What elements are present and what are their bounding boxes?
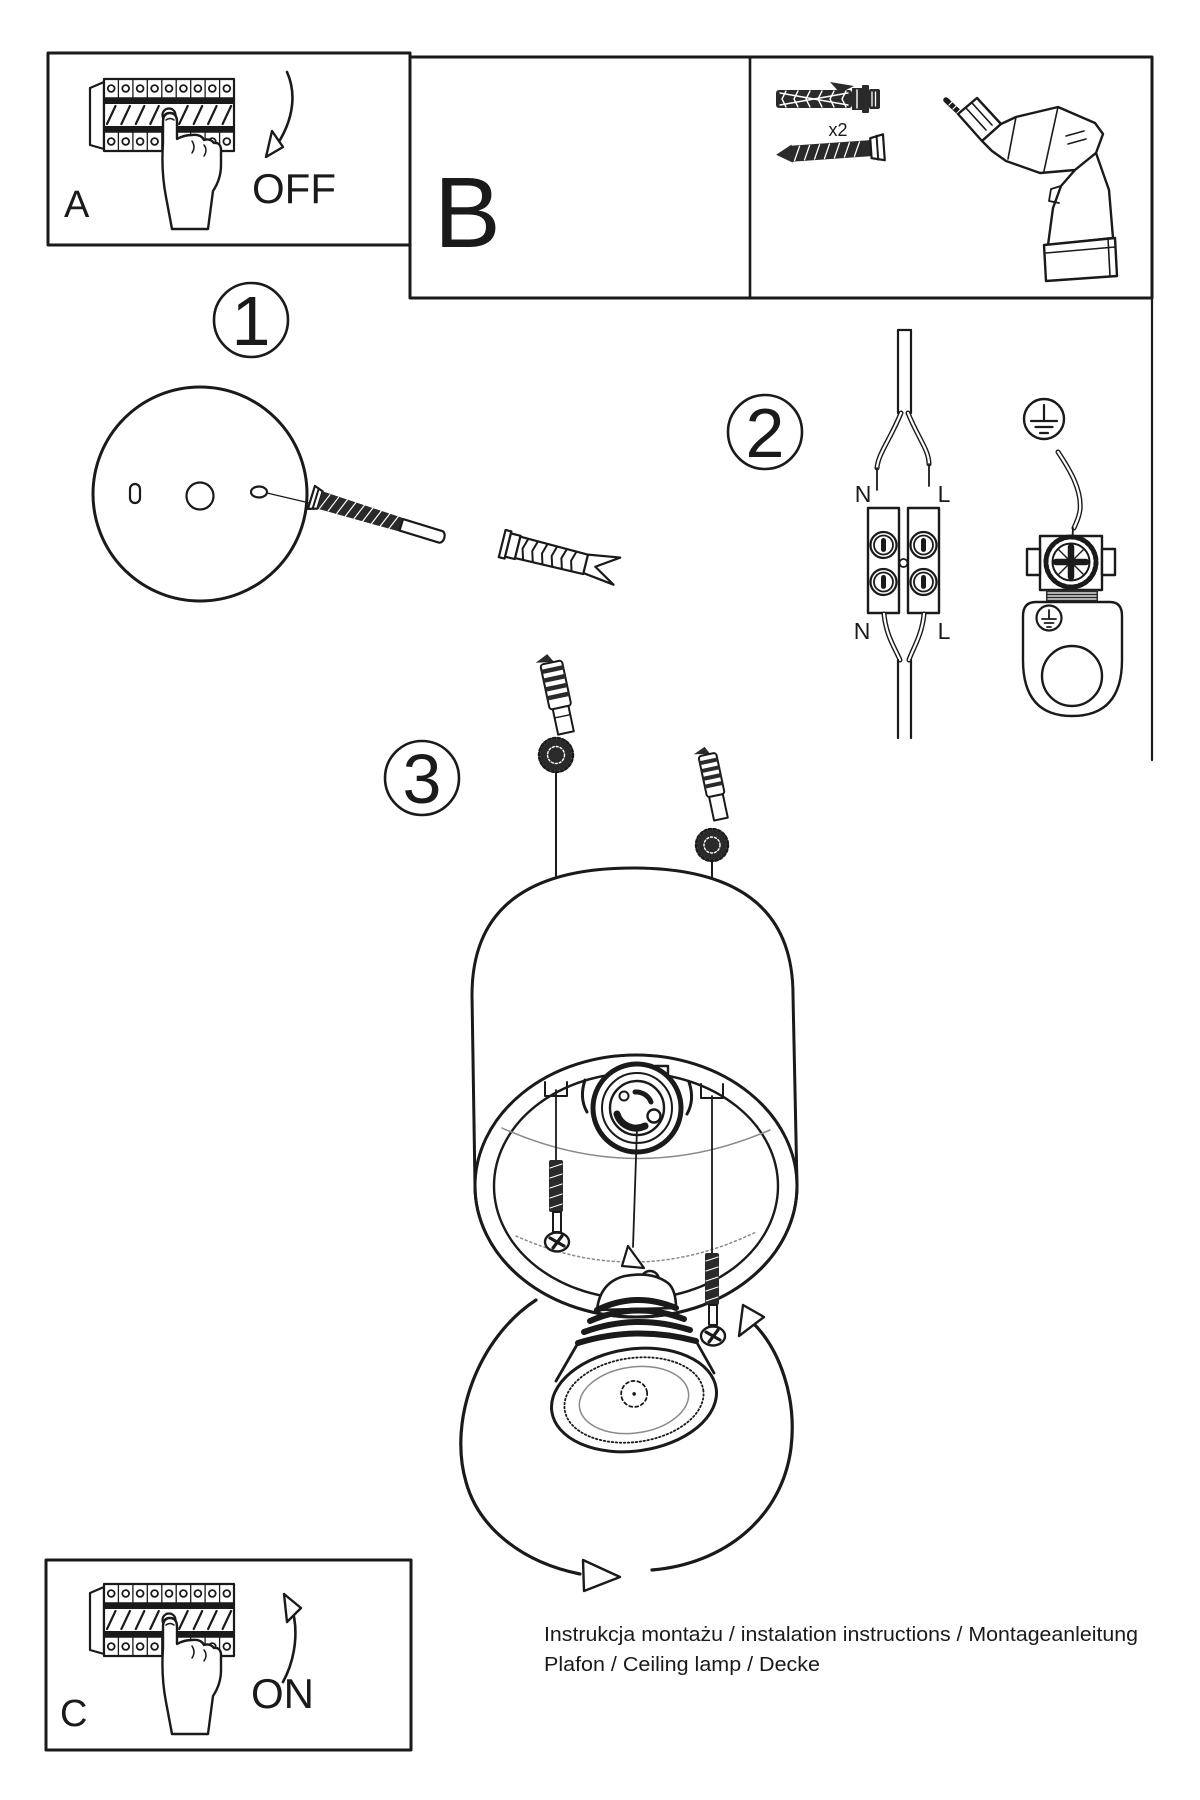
step-1-section: [93, 282, 620, 601]
lamp-cable: [884, 614, 924, 738]
panel-c-label: C: [60, 1693, 88, 1735]
step-1-number: 1: [231, 282, 271, 360]
footer-line-1: Instrukcja montażu / instalation instructions / Montageanleitung: [544, 1623, 1138, 1646]
earth-wire: [1058, 452, 1080, 546]
quantity-label: x2: [828, 120, 848, 140]
footer-text: [544, 1623, 1138, 1676]
supply-cable: [877, 330, 929, 490]
step-2-number: 2: [745, 394, 785, 472]
power-off-panel: [48, 53, 410, 245]
step-1-badge: [214, 282, 288, 360]
step-2-badge: [728, 394, 802, 472]
footer-line-2: Plafon / Ceiling lamp / Decke: [544, 1653, 820, 1676]
step-3-number: 3: [402, 740, 442, 818]
wall-plug-icon: [776, 82, 880, 113]
earth-terminal: [1023, 536, 1122, 716]
panel-b-label: B: [434, 157, 501, 269]
wall-anchor-icon: [499, 529, 621, 586]
line-label-bottom: L: [937, 618, 951, 644]
plate-cable-hole: [187, 483, 214, 510]
power-on-panel: [46, 1560, 411, 1750]
step-2-section: [728, 330, 1122, 738]
step-3-section: [385, 651, 797, 1591]
plate-screw-hole: [251, 487, 267, 498]
drill-icon: [946, 98, 1117, 281]
mounting-plate: [93, 387, 307, 601]
earth-symbol-icon: [1024, 399, 1064, 439]
circuit-breaker-on-icon: [90, 1584, 234, 1734]
plate-slot-hole: [130, 484, 140, 503]
arrow-up-icon: [283, 1594, 301, 1682]
circuit-breaker-off-icon: [90, 79, 234, 229]
arrow-down-icon: [266, 72, 292, 157]
neutral-label-top: N: [854, 481, 872, 507]
panel-a-label: A: [64, 184, 90, 226]
line-label-top: L: [937, 481, 951, 507]
terminal-block: [868, 508, 939, 613]
off-label: OFF: [252, 165, 336, 212]
anchor-screw-1: [534, 651, 576, 893]
fixing-screw-icon: [308, 486, 448, 550]
step-3-badge: [385, 740, 459, 818]
on-label: ON: [251, 1670, 314, 1717]
neutral-label-bottom: N: [853, 618, 871, 644]
